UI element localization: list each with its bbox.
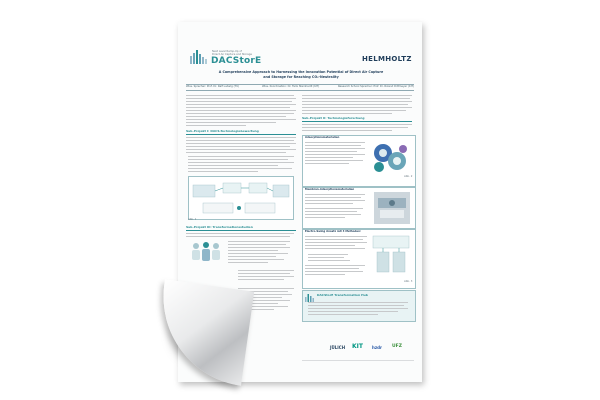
- speaker-3: Research School Sprecher: Prof. Dr. Roland Dittmeyer (KIT): [338, 85, 415, 88]
- logo-acronym: DACStorE: [211, 56, 262, 66]
- transformation-people-icon: [188, 240, 224, 266]
- figure-1-diagram: [188, 176, 294, 220]
- logo-tagline-1: Next Level Ramp-Up of: [212, 50, 242, 53]
- speaker-divider: [186, 90, 414, 91]
- figure-3-caption: Abb. 3: [404, 280, 413, 283]
- hub-heading: DACStorE Transformation Hub: [317, 293, 368, 297]
- footer-rule: [302, 360, 414, 361]
- poster-title-line-1: A Comprehensive Approach to Harnessing the Innovation Potential of Direct Air Capture: [218, 70, 384, 74]
- molecule-gear-icon: [369, 141, 411, 175]
- section-heading-sp2: Sub-Projekt II: Technologieforschung: [302, 116, 365, 120]
- partner-logo-juelich: JÜLICH: [330, 345, 346, 350]
- figure-2-caption: Abb. 2: [404, 175, 413, 178]
- partner-logo-kit: KIT: [352, 343, 363, 350]
- section-heading-sp1: Sub-Projekt I: DACS-Technologiebewertung: [186, 129, 259, 133]
- poster-title-line-2: and Storage for Reaching CO₂-Neutrality: [263, 75, 339, 79]
- sp1-underline: [186, 134, 296, 135]
- figure-1-caption: Abb. 1: [188, 218, 197, 221]
- hub-logo-icon: [305, 293, 315, 302]
- speaker-2: Wiss. Koordination: Dr. Felix Steinhardt (KIT): [262, 85, 320, 88]
- speaker-1: Wiss. Sprecher: Prof. Dr. Ralf Ludwig (TU): [186, 85, 240, 88]
- sp2-underline: [302, 121, 412, 122]
- dacstore-logo-icon: [190, 50, 210, 64]
- partner-logo-hzdr: hzdr: [372, 345, 383, 350]
- logo-tagline-2: Direct Air Capture and Storage: [212, 53, 252, 56]
- sp3-underline: [186, 230, 296, 231]
- electro-swing-heading: Electro-Swing Ansatz mit 3 Methoden:: [305, 230, 362, 233]
- partner-logo-ufz: UFZ: [392, 344, 402, 349]
- adsorption-heading: Adsorptionsmaterialien: [305, 136, 340, 139]
- helmholtz-logo: HELMHOLTZ: [362, 55, 412, 63]
- membrane-photo: [374, 192, 410, 224]
- electro-swing-diagram: [371, 234, 411, 280]
- membrane-heading: Membran-Adsorptionsmaterialien: [305, 188, 355, 191]
- section-heading-sp3: Sub-Projekt III: Transformationsstudien: [186, 225, 253, 229]
